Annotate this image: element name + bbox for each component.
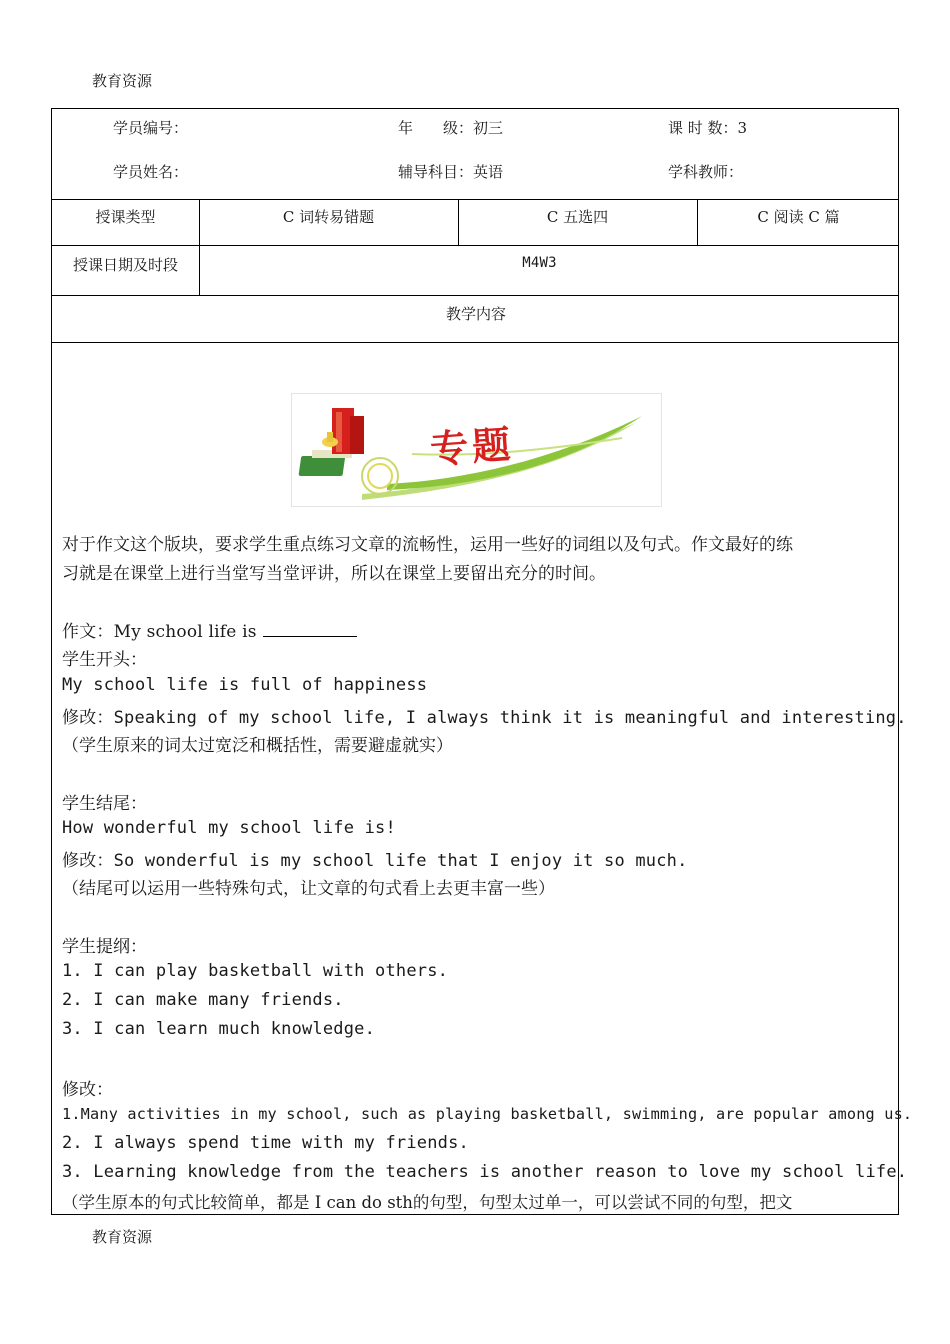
- teacher-label: 学科教师：: [668, 163, 744, 181]
- revise-label: 修改：: [62, 1080, 113, 1100]
- student-name-label: 学员姓名：: [113, 163, 189, 181]
- hours-label: 课 时 数：3: [668, 119, 748, 137]
- essay-title: [62, 617, 357, 642]
- ending-text: How wonderful my school life is!: [62, 818, 396, 838]
- page-footer: 教育资源: [92, 1228, 153, 1246]
- student-id-label: 学员编号：: [113, 119, 189, 137]
- outline-item: 3. I can learn much knowledge.: [62, 1019, 376, 1039]
- opening-note: （学生原来的词太过宽泛和概括性，需要避虚就实）: [62, 736, 453, 756]
- type-label: 授课类型: [95, 208, 156, 226]
- outline-label: 学生提纲：: [62, 937, 147, 957]
- divider: [52, 199, 898, 200]
- divider: [52, 295, 898, 296]
- banner-text: 专题: [428, 422, 516, 472]
- essay-title-text: 作文：My school life is: [62, 622, 257, 642]
- ending-fix: 修改：So wonderful is my school life that I enjoy it so much.: [62, 851, 688, 871]
- opening-label: 学生开头：: [62, 650, 147, 670]
- type-item-1: C 词转易错题: [282, 208, 375, 226]
- divider: [52, 342, 898, 343]
- date-label: 授课日期及时段: [72, 256, 178, 274]
- content-title: 教学内容: [445, 305, 506, 323]
- ending-note: （结尾可以运用一些特殊句式，让文章的句式看上去更丰富一些）: [62, 879, 555, 899]
- topic-banner: [291, 393, 662, 507]
- opening-text: My school life is full of happiness: [62, 675, 428, 695]
- subject-label: 辅导科目：英语: [398, 163, 504, 181]
- type-item-3: C 阅读 C 篇: [757, 208, 840, 226]
- divider: [52, 245, 898, 246]
- type-item-2: C 五选四: [546, 208, 609, 226]
- intro-line-2: 习就是在课堂上进行当堂写当堂评讲，所以在课堂上要留出充分的时间。: [62, 564, 606, 584]
- page-header: 教育资源: [92, 72, 153, 90]
- ending-label: 学生结尾：: [62, 794, 147, 814]
- intro-line-1: 对于作文这个版块，要求学生重点练习文章的流畅性，运用一些好的词组以及句式。作文最好的练: [62, 535, 793, 555]
- outline-item: 1. I can play basketball with others.: [62, 961, 449, 981]
- opening-fix: 修改：Speaking of my school life, I always think it is meaningful and interesting.: [62, 708, 907, 728]
- outline-item: 2. I can make many friends.: [62, 990, 344, 1010]
- date-value: M4W3: [522, 255, 557, 271]
- revised-item: 1.Many activities in my school, such as playing basketball, swimming, are popular among us.: [62, 1105, 913, 1123]
- grade-label: 年 级：初三: [398, 119, 504, 137]
- last-note: （学生原本的句式比较简单，都是 I can do sth的句型，句型太过单一，可以尝试不同的句型，把文: [62, 1193, 793, 1212]
- blank-line: [263, 624, 357, 637]
- revised-item: 3. Learning knowledge from the teachers is another reason to love my school life.: [62, 1162, 908, 1182]
- lesson-table: [51, 108, 913, 1215]
- revised-item: 2. I always spend time with my friends.: [62, 1133, 469, 1153]
